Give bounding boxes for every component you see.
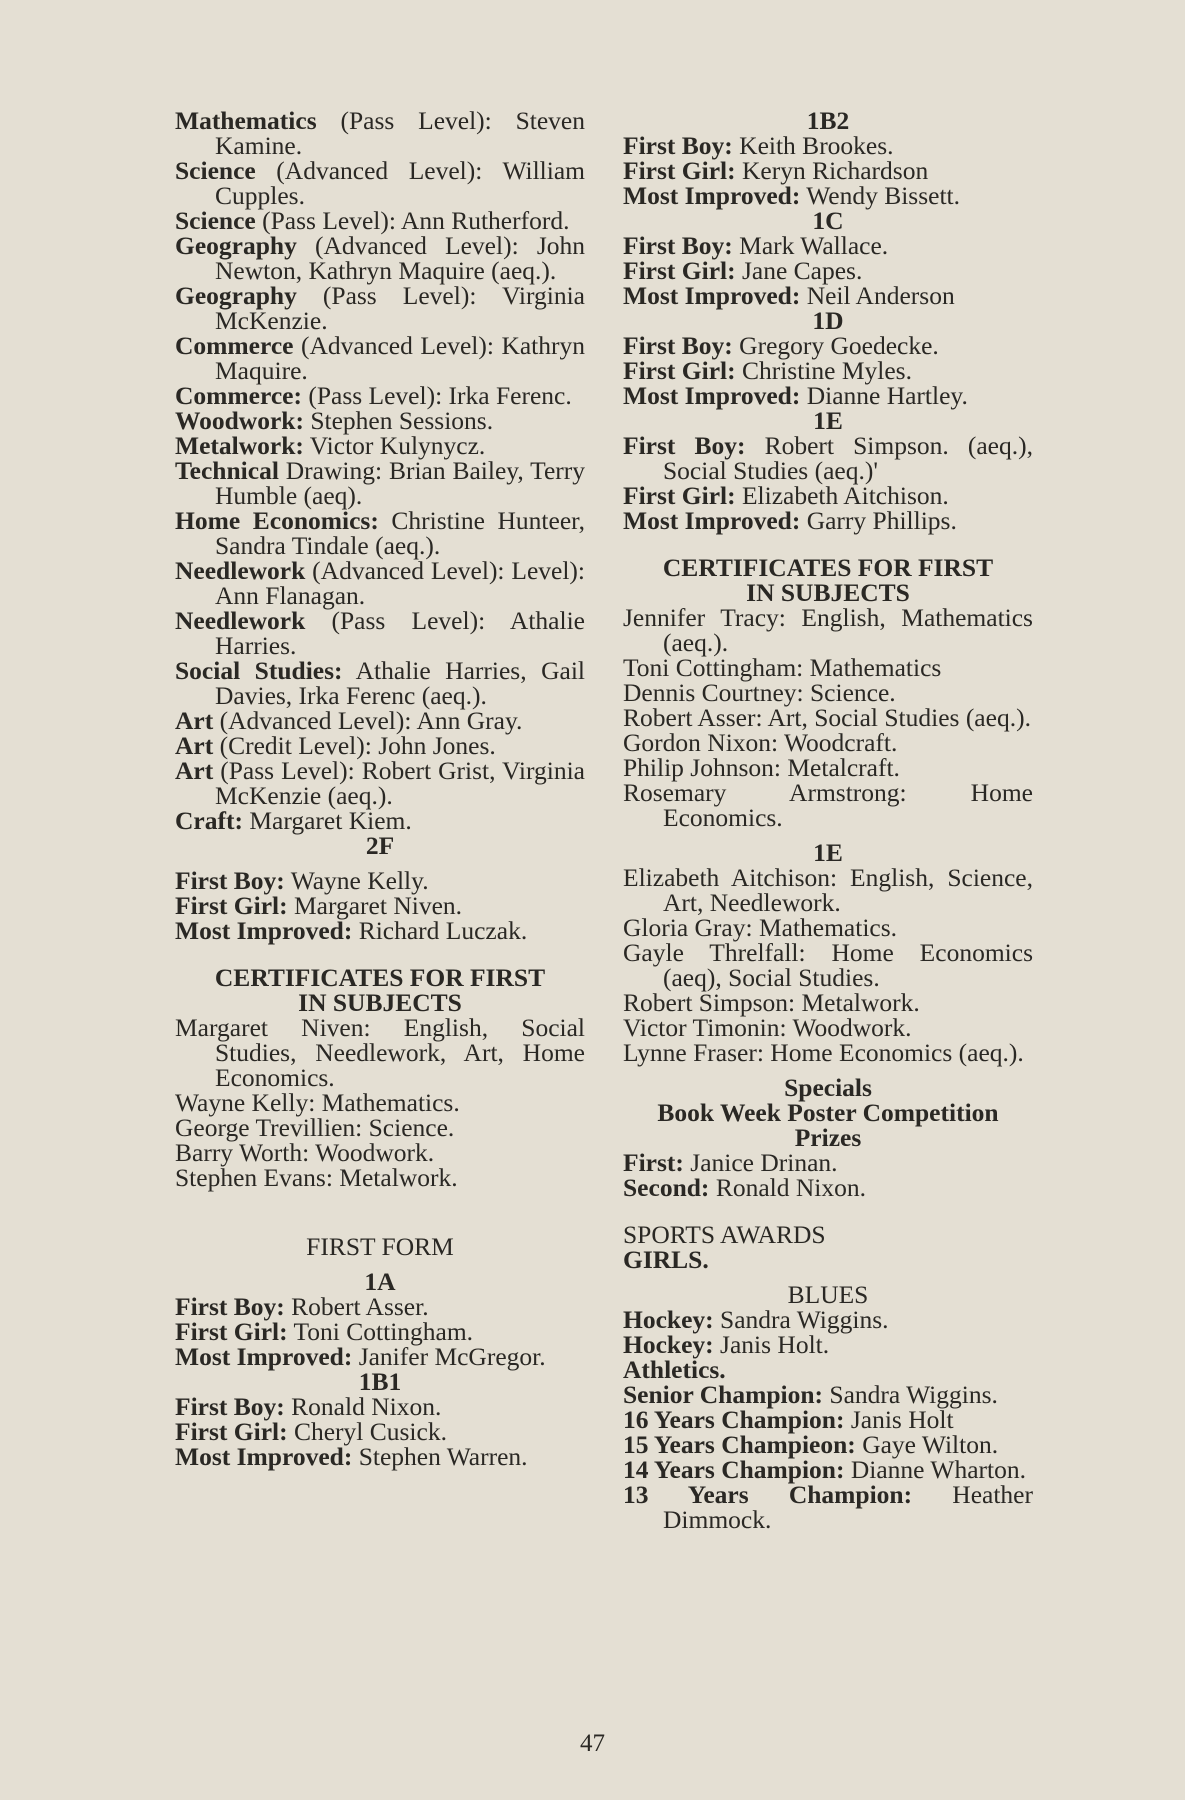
list-item: Science (Pass Level): Ann Rutherford. xyxy=(175,206,570,235)
list-item: Robert Simpson: Metalwork. xyxy=(623,988,920,1017)
list-item: First Girl: Christine Myles. xyxy=(623,356,912,385)
list-item: First: Janice Drinan. xyxy=(623,1148,838,1177)
specials-subheading xyxy=(623,1100,1033,1150)
list-item: Needlework (Pass Level): Athalie Harries. xyxy=(175,606,585,660)
list-item: Second: Ronald Nixon. xyxy=(623,1173,866,1202)
form-heading-1e-certificates: 1E xyxy=(813,838,843,867)
certificates-heading xyxy=(175,965,585,1015)
page-number: 47 xyxy=(580,1730,605,1757)
list-item: Art (Pass Level): Robert Grist, Virginia McKenzie (aeq.). xyxy=(175,756,585,810)
list-item: Geography (Pass Level): Virginia McKenzie. xyxy=(175,281,585,335)
list-item: First Girl: Elizabeth Aitchison. xyxy=(623,481,949,510)
heading-line: Prizes xyxy=(794,1123,862,1152)
list-item: 13 Years Champion: Heather Dimmock. xyxy=(623,1480,1033,1534)
form-heading-1d: 1D xyxy=(812,306,844,335)
form-heading-1b1: 1B1 xyxy=(358,1367,402,1396)
list-item: First Boy: Ronald Nixon. xyxy=(175,1392,442,1421)
section-heading-first-form: FIRST FORM xyxy=(306,1232,454,1261)
girls-heading: GIRLS. xyxy=(623,1245,709,1274)
list-item: Technical Drawing: Brian Bailey, Terry Humble (aeq). xyxy=(175,456,585,510)
list-item: Craft: Margaret Kiem. xyxy=(175,806,412,835)
list-item: Gordon Nixon: Woodcraft. xyxy=(623,728,898,757)
heading-line: CERTIFICATES FOR FIRST xyxy=(662,553,994,582)
list-item: Athletics. xyxy=(623,1355,726,1384)
list-item: First Boy: Wayne Kelly. xyxy=(175,866,429,895)
form-heading-1c: 1C xyxy=(812,206,844,235)
list-item: First Boy: Robert Simpson. (aeq.), Social Studies (aeq.)' xyxy=(623,431,1033,485)
heading-line: IN SUBJECTS xyxy=(746,578,910,607)
list-item: Woodwork: Stephen Sessions. xyxy=(175,406,494,435)
list-item: Elizabeth Aitchison: English, Science, Art, Needlework. xyxy=(623,863,1033,917)
list-item: First Girl: Toni Cottingham. xyxy=(175,1317,474,1346)
list-item: First Girl: Cheryl Cusick. xyxy=(175,1417,447,1446)
heading-line: IN SUBJECTS xyxy=(298,988,462,1017)
list-item: First Boy: Keith Brookes. xyxy=(623,131,894,160)
form-heading-1e: 1E xyxy=(813,406,843,435)
list-item: First Boy: Gregory Goedecke. xyxy=(623,331,939,360)
heading-line: Book Week Poster Competition xyxy=(657,1098,999,1127)
list-item: Hockey: Janis Holt. xyxy=(623,1330,830,1359)
list-item: Most Improved: Neil Anderson xyxy=(623,281,955,310)
list-item: Jennifer Tracy: English, Mathematics (aeq.). xyxy=(623,603,1033,657)
list-item: Art (Advanced Level): Ann Gray. xyxy=(175,706,523,735)
form-heading-1b2: 1B2 xyxy=(806,106,850,135)
list-item: Social Studies: Athalie Harries, Gail Davies, Irka Ferenc (aeq.). xyxy=(175,656,585,710)
list-item: Wayne Kelly: Mathematics. xyxy=(175,1088,460,1117)
list-item: Geography (Advanced Level): John Newton, Kathryn Maquire (aeq.). xyxy=(175,231,585,285)
list-item: Dennis Courtney: Science. xyxy=(623,678,896,707)
list-item: George Trevillien: Science. xyxy=(175,1113,455,1142)
list-item: First Boy: Robert Asser. xyxy=(175,1292,429,1321)
list-item: Most Improved: Wendy Bissett. xyxy=(623,181,960,210)
list-item: Most Improved: Richard Luczak. xyxy=(175,916,528,945)
list-item: Philip Johnson: Metalcraft. xyxy=(623,753,900,782)
blues-heading: BLUES xyxy=(787,1280,869,1309)
list-item: Stephen Evans: Metalwork. xyxy=(175,1163,458,1192)
list-item: Most Improved: Dianne Hartley. xyxy=(623,381,968,410)
list-item: Most Improved: Garry Phillips. xyxy=(623,506,957,535)
list-item: Most Improved: Stephen Warren. xyxy=(175,1442,528,1471)
form-heading-2f: 2F xyxy=(365,831,395,860)
sports-awards-heading: SPORTS AWARDS xyxy=(623,1220,826,1249)
left-column xyxy=(175,108,585,1469)
list-item: First Boy: Mark Wallace. xyxy=(623,231,889,260)
list-item: First Girl: Jane Capes. xyxy=(623,256,863,285)
form-heading-1a: 1A xyxy=(364,1267,396,1296)
list-item: Rosemary Armstrong: Home Economics. xyxy=(623,778,1033,832)
list-item: Commerce (Advanced Level): Kathryn Maquire. xyxy=(175,331,585,385)
list-item: Most Improved: Janifer McGregor. xyxy=(175,1342,546,1371)
list-item: Lynne Fraser: Home Economics (aeq.). xyxy=(623,1038,1024,1067)
list-item: First Girl: Margaret Niven. xyxy=(175,891,463,920)
list-item: Hockey: Sandra Wiggins. xyxy=(623,1305,889,1334)
list-item: Barry Worth: Woodwork. xyxy=(175,1138,435,1167)
list-item: Victor Timonin: Woodwork. xyxy=(623,1013,912,1042)
list-item: Margaret Niven: English, Social Studies, Needlework, Art, Home Economics. xyxy=(175,1013,585,1092)
list-item: Toni Cottingham: Mathematics xyxy=(623,653,942,682)
right-column xyxy=(623,108,1033,1532)
list-item: Commerce: (Pass Level): Irka Ferenc. xyxy=(175,381,572,410)
list-item: Home Economics: Christine Hunteer, Sandra Tindale (aeq.). xyxy=(175,506,585,560)
list-item: Mathematics (Pass Level): Steven Kamine. xyxy=(175,106,585,160)
list-item: Metalwork: Victor Kulynycz. xyxy=(175,431,486,460)
list-item: Art (Credit Level): John Jones. xyxy=(175,731,496,760)
list-item: 16 Years Champion: Janis Holt xyxy=(623,1405,954,1434)
list-item: 15 Years Champieon: Gaye Wilton. xyxy=(623,1430,999,1459)
list-item: 14 Years Champion: Dianne Wharton. xyxy=(623,1455,1026,1484)
list-item: Science (Advanced Level): William Cupples. xyxy=(175,156,585,210)
list-item: First Girl: Keryn Richardson xyxy=(623,156,929,185)
specials-heading: Specials xyxy=(784,1073,872,1102)
list-item: Needlework (Advanced Level): Level): Ann Flanagan. xyxy=(175,556,585,610)
list-item: Gloria Gray: Mathematics. xyxy=(623,913,898,942)
subject-awards-list xyxy=(175,108,585,833)
list-item: Gayle Threlfall: Home Economics (aeq), Social Studies. xyxy=(623,938,1033,992)
list-item: Senior Champion: Sandra Wiggins. xyxy=(623,1380,998,1409)
certificates-heading xyxy=(623,555,1033,605)
heading-line: CERTIFICATES FOR FIRST xyxy=(214,963,546,992)
list-item: Robert Asser: Art, Social Studies (aeq.). xyxy=(623,703,1031,732)
